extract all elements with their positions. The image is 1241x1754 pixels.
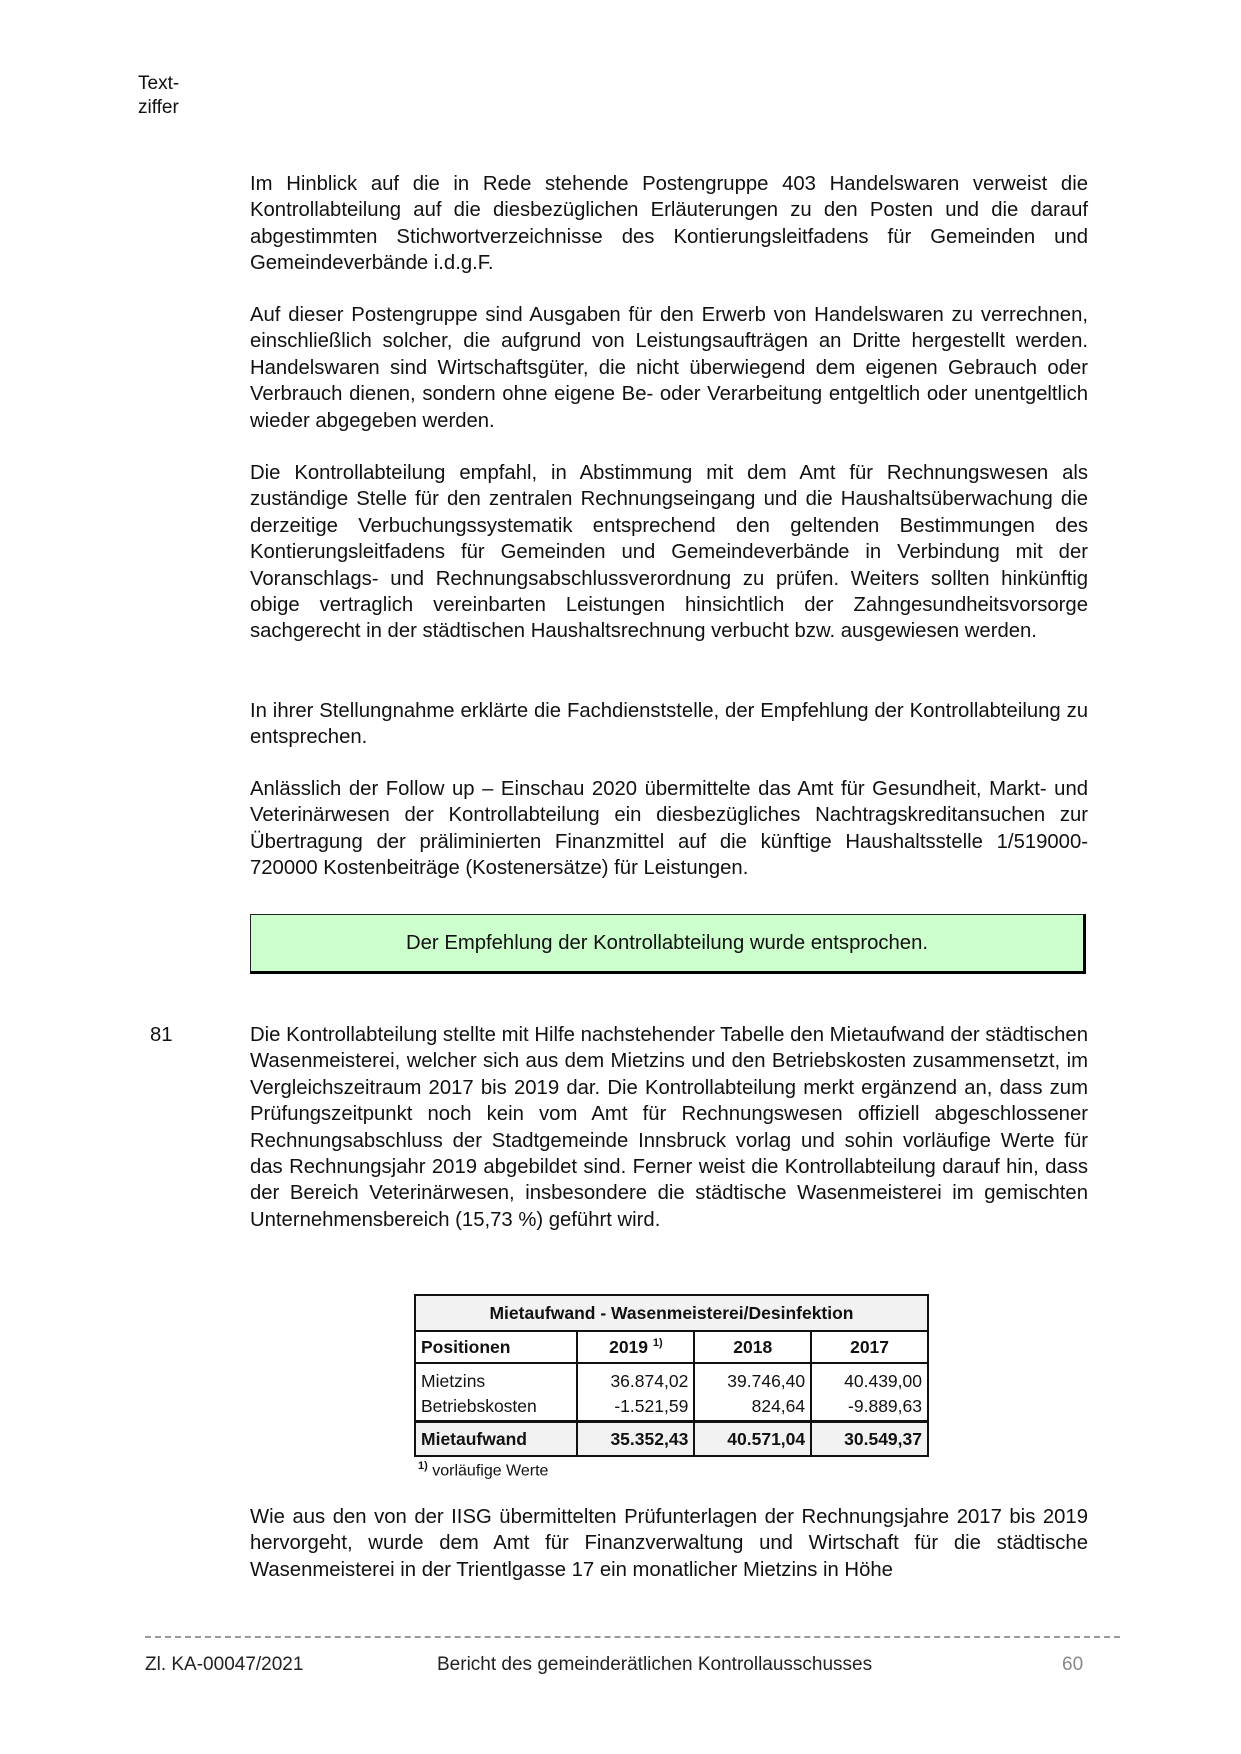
- header-2019: 2019 $^{1)}$: [577, 1331, 694, 1363]
- total-2017: 30.549,37: [811, 1422, 928, 1457]
- paragraph-follow-up: Anlässlich der Follow up – Einschau 2020 übermittelte das Amt für Gesundheit, Markt- und Veterinärwesen der Kontrollabteilung ein diesbezügliches Nachtragskreditansuchen zur Übertragung der präliminierten Finanzmittel auf die künftige Haushaltsstelle 1/519000-720000 Kostenbeiträge (Kostenersätze) für Leistungen.: [250, 778, 1088, 880]
- paragraph-section-81-followup: Wie aus den von der IISG übermittelten Prüfunterlagen der Rechnungsjahre 2017 bis 2019 hervorgeht, wurde dem Amt für Finanzverwaltung und Wirtschaft für die städtische Wasenmeisterei in der Trientlgasse 17 ein monatlicher Mietzins in Höhe: [250, 1506, 1088, 1581]
- footnote-marker: 1): [652, 1336, 663, 1349]
- cell-2019: -1.521,59: [577, 1392, 694, 1422]
- footer-title: Bericht des gemeinderätlichen Kontrollausschusses: [437, 1654, 873, 1675]
- paragraph-section-81-intro: Die Kontrollabteilung stellte mit Hilfe nachstehender Tabelle den Mietaufwand der städtischen Wasenmeisterei, welcher sich aus dem Mietzins und den Betriebskosten zusammensetzt, im Vergleichszeitraum 2017 bis 2019 dar. Die Kontrollabteilung merkt ergänzend an, dass zum Prüfungszeitpunkt noch kein vom Amt für Rechnungswesen offiziell abgeschlossener Rechnungsabschluss der Stadtgemeinde Innsbruck vorlag und sohin vorläufige Werte für das Rechnungsjahr 2019 abgebildet sind. Ferner weist die Kontrollabteilung darauf hin, dass der Bereich Veterinärwesen, insbesondere die städtische Wasenmeisterei im gemischten Unternehmensbereich (15,73 %) geführt wird.: [250, 1024, 1088, 1231]
- margin-label-line2: ziffer: [138, 97, 179, 118]
- margin-label-line1: Text-: [138, 73, 180, 94]
- table-row: [415, 1392, 928, 1422]
- footnote-mark: 1): [418, 1460, 428, 1472]
- header-positionen: Positionen: [415, 1331, 577, 1363]
- table-title: Mietaufwand - Wasenmeisterei/Desinfektion: [415, 1295, 928, 1331]
- footnote-text: vorläufige Werte: [432, 1462, 549, 1480]
- cell-2019: 36.874,02: [577, 1363, 694, 1392]
- page-number: 60: [1062, 1654, 1084, 1675]
- footer-reference: Zl. KA-00047/2021: [145, 1654, 304, 1675]
- paragraph-postengruppe: Im Hinblick auf die in Rede stehende Postengruppe 403 Handelswaren verweist die Kontrollabteilung auf die diesbezüglichen Erläuterungen zu den Posten und die darauf abgestimmten Stichwortverzeichnisse des Kontierungsleitfadens für Gemeinden und Gemeindeverbände i.d.g.F.: [250, 173, 1088, 275]
- cell-2018: 824,64: [694, 1392, 811, 1422]
- row-label: Mietzins: [415, 1363, 577, 1392]
- table-total-row: [415, 1422, 928, 1457]
- paragraph-empfehlung: Die Kontrollabteilung empfahl, in Abstimmung mit dem Amt für Rechnungswesen als zuständige Stelle für den zentralen Rechnungseingang und die Haushaltsüberwachung die derzeitige Verbuchungssystematik entsprechend den geltenden Bestimmungen des Kontierungsleitfadens für Gemeinden und Gemeindeverbände in Verbindung mit der Voranschlags- und Rechnungsabschlussverordnung zu prüfen. Weiters sollten hinkünftig obige vertraglich vereinbarten Leistungen hinsichtlich der Zahngesundheitsvorsorge sachgerecht in der städtischen Haushaltsrechnung verbucht bzw. ausgewiesen werden.: [250, 462, 1088, 643]
- total-2018: 40.571,04: [694, 1422, 811, 1457]
- table-row: [415, 1363, 928, 1392]
- paragraph-stellungnahme: In ihrer Stellungnahme erklärte die Fachdienststelle, der Empfehlung der Kontrollabteilung zu entsprechen.: [250, 700, 1088, 749]
- margin-label: [138, 72, 179, 120]
- section-number: 81: [150, 1024, 173, 1046]
- cell-2018: 39.746,40: [694, 1363, 811, 1392]
- total-2019: 35.352,43: [577, 1422, 694, 1457]
- header-2018: 2018: [694, 1331, 811, 1363]
- cell-2017: -9.889,63: [811, 1392, 928, 1422]
- table-header-row: [415, 1331, 928, 1363]
- row-label: Betriebskosten: [415, 1392, 577, 1422]
- result-box: [250, 914, 1086, 974]
- table-footnote: [418, 1460, 548, 1480]
- cell-2017: 40.439,00: [811, 1363, 928, 1392]
- total-label: Mietaufwand: [415, 1422, 577, 1457]
- result-box-text: Der Empfehlung der Kontrollabteilung wurde entsprochen.: [406, 931, 928, 954]
- rent-table: [414, 1294, 929, 1457]
- paragraph-handelswaren: Auf dieser Postengruppe sind Ausgaben für den Erwerb von Handelswaren zu verrechnen, einschließlich solcher, die aufgrund von Leistungsaufträgen an Dritte hergestellt werden. Handelswaren sind Wirtschaftsgüter, die nicht überwiegend dem eigenen Gebrauch oder Verbrauch dienen, sondern ohne eigene Be- oder Verarbeitung entgeltlich oder unentgeltlich wieder abgegeben werden.: [250, 304, 1088, 432]
- footer-divider: [145, 1636, 1120, 1638]
- header-2017: 2017: [811, 1331, 928, 1363]
